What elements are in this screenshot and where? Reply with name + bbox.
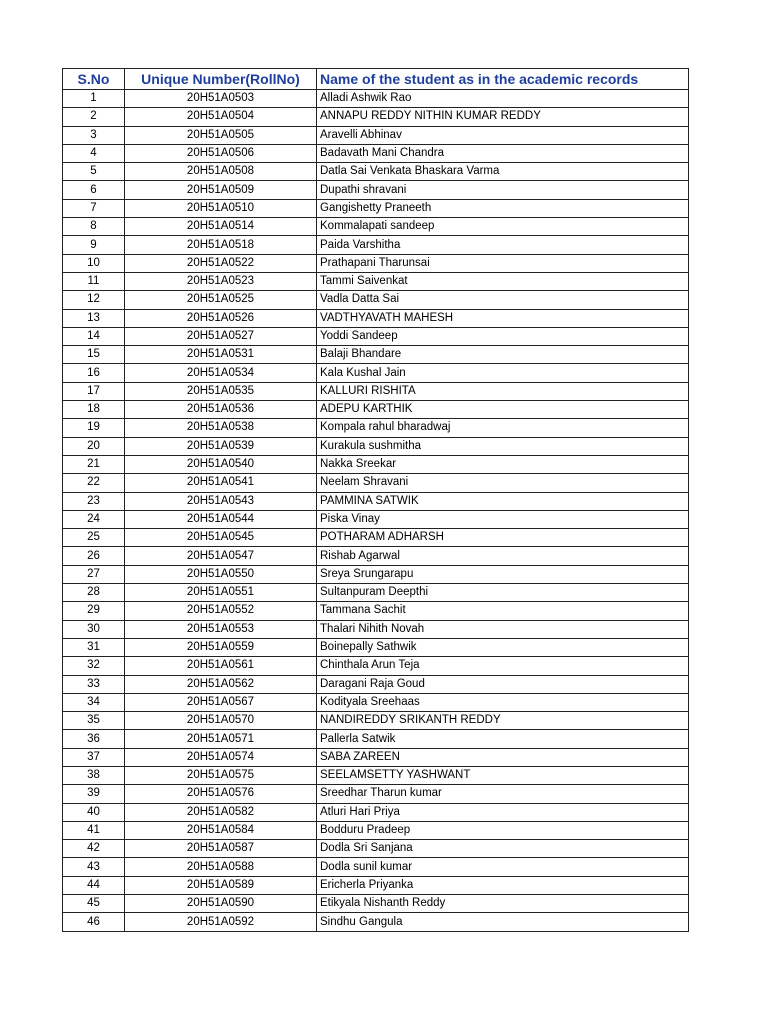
cell-sno: 30 [63, 620, 125, 638]
cell-sno: 12 [63, 291, 125, 309]
cell-student-name: Atluri Hari Priya [317, 803, 689, 821]
cell-student-name: Kompala rahul bharadwaj [317, 419, 689, 437]
cell-sno: 15 [63, 346, 125, 364]
cell-roll-number: 20H51A0518 [125, 236, 317, 254]
table-row [63, 272, 689, 290]
cell-roll-number: 20H51A0527 [125, 327, 317, 345]
cell-roll-number: 20H51A0575 [125, 766, 317, 784]
cell-sno: 4 [63, 144, 125, 162]
cell-sno: 2 [63, 108, 125, 126]
table-row [63, 547, 689, 565]
cell-roll-number: 20H51A0522 [125, 254, 317, 272]
cell-student-name: Chinthala Arun Teja [317, 657, 689, 675]
cell-sno: 7 [63, 199, 125, 217]
cell-sno: 17 [63, 382, 125, 400]
table-row [63, 346, 689, 364]
cell-student-name: Alladi Ashwik Rao [317, 90, 689, 108]
cell-sno: 25 [63, 529, 125, 547]
table-row [63, 254, 689, 272]
table-row [63, 474, 689, 492]
table-row [63, 492, 689, 510]
cell-student-name: Kurakula sushmitha [317, 437, 689, 455]
table-row [63, 748, 689, 766]
cell-student-name: Sreya Srungarapu [317, 565, 689, 583]
cell-student-name: NANDIREDDY SRIKANTH REDDY [317, 712, 689, 730]
table-row [63, 510, 689, 528]
cell-student-name: PAMMINA SATWIK [317, 492, 689, 510]
cell-sno: 28 [63, 584, 125, 602]
cell-student-name: SEELAMSETTY YASHWANT [317, 766, 689, 784]
cell-sno: 13 [63, 309, 125, 327]
cell-sno: 38 [63, 766, 125, 784]
cell-sno: 26 [63, 547, 125, 565]
table-row [63, 455, 689, 473]
cell-student-name: Piska Vinay [317, 510, 689, 528]
cell-student-name: Daragani Raja Goud [317, 675, 689, 693]
cell-roll-number: 20H51A0561 [125, 657, 317, 675]
table-row [63, 675, 689, 693]
cell-sno: 10 [63, 254, 125, 272]
cell-roll-number: 20H51A0590 [125, 895, 317, 913]
header-sno: S.No [63, 69, 125, 90]
table-row [63, 620, 689, 638]
table-row [63, 693, 689, 711]
cell-sno: 32 [63, 657, 125, 675]
cell-student-name: Vadla Datta Sai [317, 291, 689, 309]
cell-sno: 1 [63, 90, 125, 108]
cell-sno: 19 [63, 419, 125, 437]
table-row [63, 529, 689, 547]
table-row [63, 218, 689, 236]
cell-roll-number: 20H51A0538 [125, 419, 317, 437]
cell-sno: 21 [63, 455, 125, 473]
cell-student-name: Sultanpuram Deepthi [317, 584, 689, 602]
table-row [63, 382, 689, 400]
cell-student-name: Balaji Bhandare [317, 346, 689, 364]
cell-student-name: Tammana Sachit [317, 602, 689, 620]
cell-roll-number: 20H51A0544 [125, 510, 317, 528]
cell-roll-number: 20H51A0592 [125, 913, 317, 931]
cell-student-name: Sreedhar Tharun kumar [317, 785, 689, 803]
cell-student-name: Bodduru Pradeep [317, 821, 689, 839]
cell-roll-number: 20H51A0508 [125, 163, 317, 181]
cell-roll-number: 20H51A0534 [125, 364, 317, 382]
cell-sno: 11 [63, 272, 125, 290]
cell-sno: 41 [63, 821, 125, 839]
cell-sno: 34 [63, 693, 125, 711]
cell-sno: 18 [63, 401, 125, 419]
cell-student-name: Badavath Mani Chandra [317, 144, 689, 162]
cell-roll-number: 20H51A0570 [125, 712, 317, 730]
cell-roll-number: 20H51A0514 [125, 218, 317, 236]
table-row [63, 437, 689, 455]
cell-roll-number: 20H51A0539 [125, 437, 317, 455]
cell-roll-number: 20H51A0540 [125, 455, 317, 473]
cell-sno: 39 [63, 785, 125, 803]
cell-sno: 31 [63, 638, 125, 656]
cell-roll-number: 20H51A0523 [125, 272, 317, 290]
cell-student-name: SABA ZAREEN [317, 748, 689, 766]
table-row [63, 144, 689, 162]
table-row [63, 876, 689, 894]
cell-sno: 44 [63, 876, 125, 894]
table-row [63, 785, 689, 803]
table-row [63, 712, 689, 730]
cell-sno: 22 [63, 474, 125, 492]
table-row [63, 565, 689, 583]
cell-student-name: Prathapani Tharunsai [317, 254, 689, 272]
cell-roll-number: 20H51A0559 [125, 638, 317, 656]
cell-roll-number: 20H51A0571 [125, 730, 317, 748]
cell-student-name: POTHARAM ADHARSH [317, 529, 689, 547]
cell-student-name: VADTHYAVATH MAHESH [317, 309, 689, 327]
cell-sno: 45 [63, 895, 125, 913]
table-row [63, 364, 689, 382]
cell-roll-number: 20H51A0531 [125, 346, 317, 364]
cell-student-name: Nakka Sreekar [317, 455, 689, 473]
table-row [63, 199, 689, 217]
cell-sno: 46 [63, 913, 125, 931]
cell-roll-number: 20H51A0504 [125, 108, 317, 126]
cell-roll-number: 20H51A0535 [125, 382, 317, 400]
cell-sno: 35 [63, 712, 125, 730]
table-row [63, 913, 689, 931]
cell-roll-number: 20H51A0576 [125, 785, 317, 803]
cell-sno: 33 [63, 675, 125, 693]
cell-sno: 23 [63, 492, 125, 510]
cell-roll-number: 20H51A0536 [125, 401, 317, 419]
cell-sno: 36 [63, 730, 125, 748]
cell-student-name: Dupathi shravani [317, 181, 689, 199]
table-row [63, 327, 689, 345]
cell-student-name: Yoddi Sandeep [317, 327, 689, 345]
cell-sno: 24 [63, 510, 125, 528]
cell-student-name: Gangishetty Praneeth [317, 199, 689, 217]
cell-student-name: Pallerla Satwik [317, 730, 689, 748]
table-row [63, 730, 689, 748]
cell-student-name: Aravelli Abhinav [317, 126, 689, 144]
cell-sno: 20 [63, 437, 125, 455]
student-table-body [63, 69, 689, 932]
table-row [63, 181, 689, 199]
cell-roll-number: 20H51A0589 [125, 876, 317, 894]
cell-sno: 27 [63, 565, 125, 583]
cell-student-name: Paida Varshitha [317, 236, 689, 254]
table-row [63, 766, 689, 784]
table-row [63, 602, 689, 620]
table-row [63, 401, 689, 419]
table-row [63, 803, 689, 821]
cell-roll-number: 20H51A0588 [125, 858, 317, 876]
cell-sno: 5 [63, 163, 125, 181]
cell-student-name: Neelam Shravani [317, 474, 689, 492]
header-roll-number: Unique Number(RollNo) [125, 69, 317, 90]
table-row [63, 584, 689, 602]
table-row [63, 638, 689, 656]
cell-roll-number: 20H51A0574 [125, 748, 317, 766]
student-list-table [62, 68, 689, 932]
cell-roll-number: 20H51A0551 [125, 584, 317, 602]
table-row [63, 858, 689, 876]
cell-roll-number: 20H51A0587 [125, 840, 317, 858]
cell-student-name: Kala Kushal Jain [317, 364, 689, 382]
cell-student-name: Thalari Nihith Novah [317, 620, 689, 638]
cell-roll-number: 20H51A0553 [125, 620, 317, 638]
cell-roll-number: 20H51A0525 [125, 291, 317, 309]
cell-student-name: Sindhu Gangula [317, 913, 689, 931]
cell-roll-number: 20H51A0567 [125, 693, 317, 711]
cell-sno: 42 [63, 840, 125, 858]
cell-roll-number: 20H51A0584 [125, 821, 317, 839]
cell-sno: 43 [63, 858, 125, 876]
table-row [63, 108, 689, 126]
table-row [63, 309, 689, 327]
cell-roll-number: 20H51A0505 [125, 126, 317, 144]
table-row [63, 291, 689, 309]
table-row [63, 840, 689, 858]
cell-student-name: ANNAPU REDDY NITHIN KUMAR REDDY [317, 108, 689, 126]
cell-roll-number: 20H51A0552 [125, 602, 317, 620]
table-row [63, 821, 689, 839]
table-header-row [63, 69, 689, 90]
cell-sno: 16 [63, 364, 125, 382]
cell-student-name: KALLURI RISHITA [317, 382, 689, 400]
table-row [63, 657, 689, 675]
cell-roll-number: 20H51A0562 [125, 675, 317, 693]
table-row [63, 419, 689, 437]
cell-roll-number: 20H51A0510 [125, 199, 317, 217]
cell-roll-number: 20H51A0541 [125, 474, 317, 492]
cell-sno: 8 [63, 218, 125, 236]
cell-sno: 6 [63, 181, 125, 199]
cell-student-name: Dodla sunil kumar [317, 858, 689, 876]
cell-student-name: Kommalapati sandeep [317, 218, 689, 236]
cell-student-name: Dodla Sri Sanjana [317, 840, 689, 858]
cell-roll-number: 20H51A0550 [125, 565, 317, 583]
cell-sno: 14 [63, 327, 125, 345]
cell-student-name: Boinepally Sathwik [317, 638, 689, 656]
cell-student-name: Tammi Saivenkat [317, 272, 689, 290]
table-row [63, 126, 689, 144]
table-row [63, 895, 689, 913]
cell-roll-number: 20H51A0545 [125, 529, 317, 547]
header-student-name: Name of the student as in the academic records [317, 69, 689, 90]
cell-roll-number: 20H51A0503 [125, 90, 317, 108]
cell-sno: 40 [63, 803, 125, 821]
cell-student-name: ADEPU KARTHIK [317, 401, 689, 419]
cell-roll-number: 20H51A0526 [125, 309, 317, 327]
table-row [63, 236, 689, 254]
cell-student-name: Etikyala Nishanth Reddy [317, 895, 689, 913]
table-row [63, 163, 689, 181]
cell-roll-number: 20H51A0543 [125, 492, 317, 510]
cell-sno: 3 [63, 126, 125, 144]
cell-student-name: Ericherla Priyanka [317, 876, 689, 894]
cell-roll-number: 20H51A0547 [125, 547, 317, 565]
cell-student-name: Rishab Agarwal [317, 547, 689, 565]
cell-sno: 29 [63, 602, 125, 620]
cell-roll-number: 20H51A0582 [125, 803, 317, 821]
cell-student-name: Kodityala Sreehaas [317, 693, 689, 711]
cell-roll-number: 20H51A0506 [125, 144, 317, 162]
cell-student-name: Datla Sai Venkata Bhaskara Varma [317, 163, 689, 181]
cell-sno: 37 [63, 748, 125, 766]
cell-sno: 9 [63, 236, 125, 254]
cell-roll-number: 20H51A0509 [125, 181, 317, 199]
table-row [63, 90, 689, 108]
